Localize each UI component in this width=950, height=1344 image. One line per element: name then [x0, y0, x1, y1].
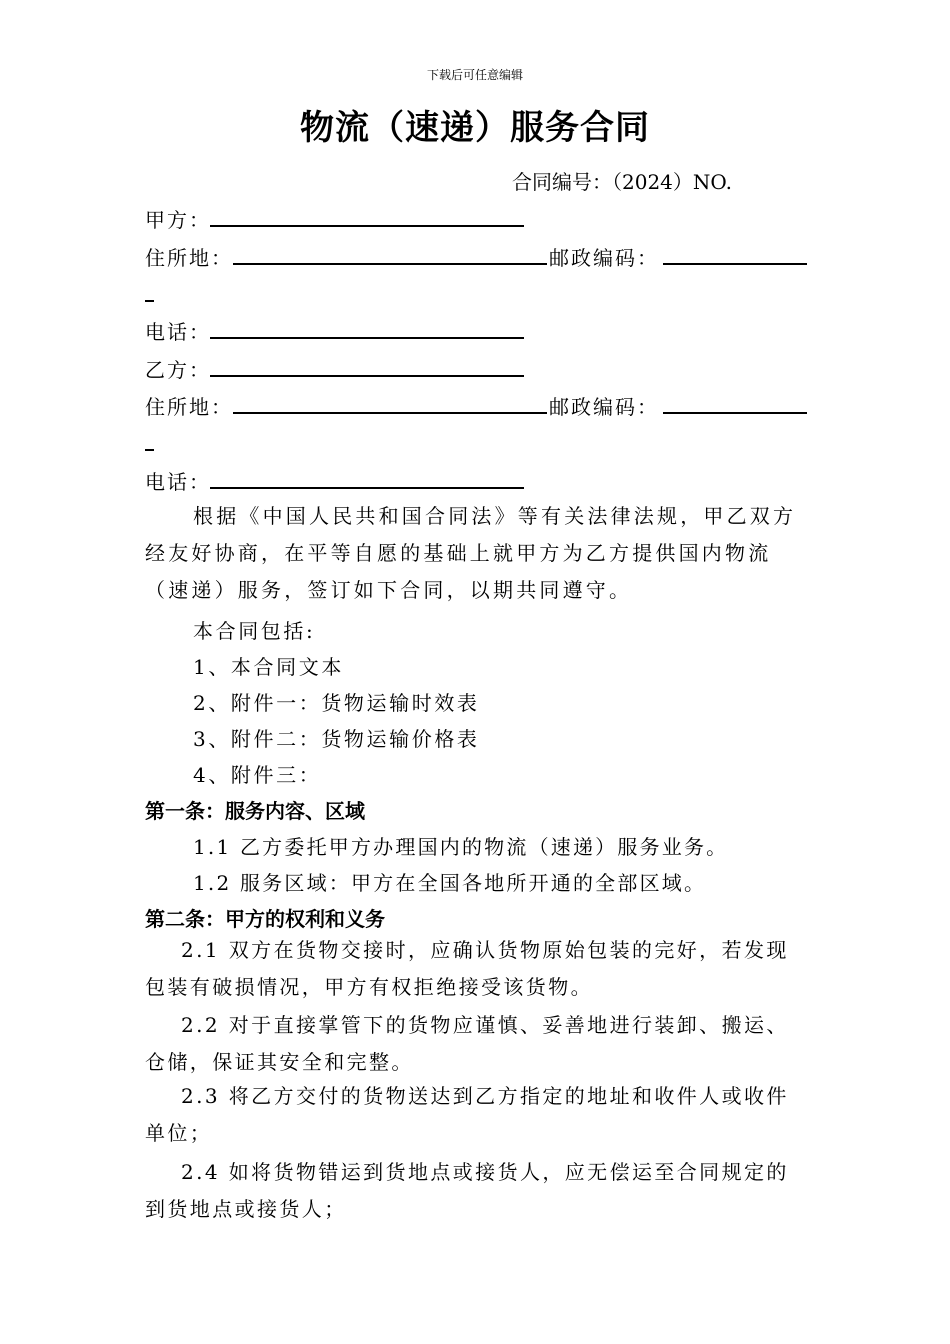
- includes-label: 本合同包括:: [193, 619, 316, 643]
- party-b-label: 乙方：: [145, 358, 211, 382]
- intro-paragraph: 根据《中国人民共和国合同法》等有关法律法规，甲乙双方经友好协商，在平等自愿的基础上就甲方为乙方提供国内物流（速递）服务，签订如下合同，以期共同遵守。: [145, 504, 797, 602]
- article-1-clause: 1.1 乙方委托甲方办理国内的物流（速递）服务业务。: [193, 835, 729, 859]
- party-b-blank-line: [210, 375, 524, 377]
- article-2-clause: 2.3 将乙方交付的货物送达到乙方指定的地址和收件人或收件单位；: [145, 1084, 789, 1145]
- document-title: 物流（速递）服务合同: [300, 108, 650, 148]
- party-a-phone-blank-line: [210, 337, 524, 339]
- party-a-phone-label: 电话：: [145, 320, 211, 344]
- includes-item: 4、附件三：: [193, 763, 322, 787]
- article-2-clause: 2.2 对于直接掌管下的货物应谨慎、妥善地进行装卸、搬运、仓储，保证其安全和完整。: [145, 1013, 789, 1074]
- party-b-postcode-label: 邮政编码：: [549, 395, 659, 419]
- party-a-blank-line: [210, 225, 524, 227]
- article-2-clause: 2.4 如将货物错运到货地点或接货人，应无偿运至合同规定的到货地点或接货人；: [145, 1160, 789, 1221]
- contract-number: 合同编号：（2024）NO.: [512, 170, 732, 194]
- party-b-address-label: 住所地：: [145, 395, 233, 419]
- party-a-postcode-blank-overflow: [145, 300, 154, 302]
- includes-item: 1、本合同文本: [193, 655, 344, 679]
- article-1-heading: 第一条：服务内容、区域: [145, 799, 365, 823]
- party-b-postcode-blank-overflow: [145, 449, 154, 451]
- article-2-heading: 第二条：甲方的权利和义务: [145, 907, 385, 931]
- includes-item: 3、附件二：货物运输价格表: [193, 727, 480, 751]
- article-1-clause: 1.2 服务区域：甲方在全国各地所开通的全部区域。: [193, 871, 707, 895]
- party-a-label: 甲方：: [145, 208, 211, 232]
- party-b-phone-blank-line: [210, 487, 524, 489]
- party-b-address-blank-line: [233, 412, 547, 414]
- header-note: 下载后可任意编辑: [426, 68, 523, 82]
- party-a-postcode-label: 邮政编码：: [549, 246, 659, 270]
- party-b-phone-label: 电话：: [145, 470, 211, 494]
- party-b-postcode-blank-line: [663, 412, 807, 414]
- party-a-postcode-blank-line: [663, 263, 807, 265]
- party-a-address-label: 住所地：: [145, 246, 233, 270]
- includes-item: 2、附件一：货物运输时效表: [193, 691, 480, 715]
- article-2-clause: 2.1 双方在货物交接时，应确认货物原始包装的完好，若发现包装有破损情况，甲方有权拒绝接受该货物。: [145, 938, 789, 999]
- party-a-address-blank-line: [233, 263, 547, 265]
